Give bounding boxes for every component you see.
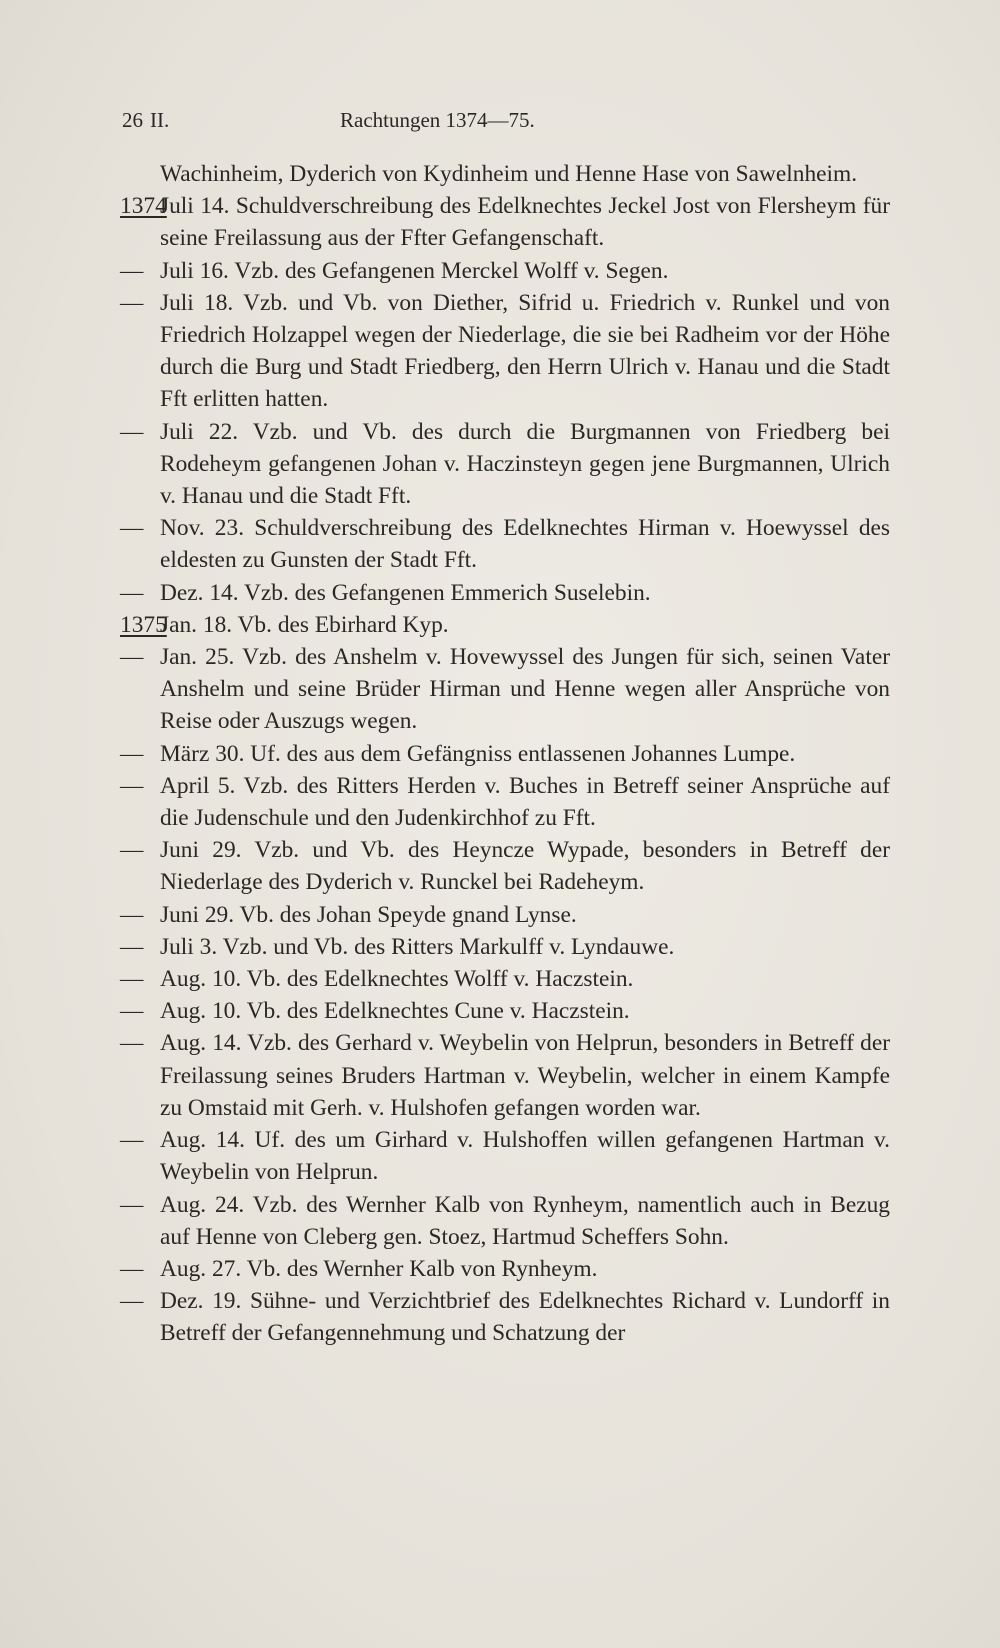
entry-dash: —: [120, 740, 144, 767]
register-entry: [120, 1189, 890, 1253]
entry-text: Juni 29. Vb. des Johan Speyde gnand Lynse.: [160, 901, 577, 928]
entry-text: Aug. 10. Vb. des Edelknechtes Wolff v. Haczstein.: [160, 966, 634, 993]
entry-dash: —: [120, 515, 144, 542]
entry-text: April 5. Vzb. des Ritters Herden v. Buches in Betreff seiner Ansprüche auf die Judenschule und den Judenkirchhof zu Fft.: [160, 772, 890, 832]
entry-text: Juli 22. Vzb. und Vb. des durch die Burgmannen von Friedberg bei Rodeheym gefangenen Johan v. Haczinsteyn gegen jene Burgmannen, Ulrich v. Hanau und die Stadt Fft.: [160, 418, 890, 510]
entry-dash: —: [120, 1288, 144, 1315]
register-entry: [120, 577, 890, 609]
entry-dash: —: [120, 966, 144, 993]
register-entry: [120, 416, 890, 513]
entry-text: März 30. Uf. des aus dem Gefängniss entlassenen Johannes Lumpe.: [160, 740, 796, 767]
page-header: [122, 108, 642, 133]
page-number: 26: [122, 108, 143, 132]
entry-dash: —: [120, 1030, 144, 1057]
entry-dash: —: [120, 901, 144, 928]
entry-dash: —: [120, 579, 144, 606]
entry-text: Juli 14. Schuldverschreibung des Edelknechtes Jeckel Jost von Flersheym für seine Freilassung aus der Ffter Gefangenschaft.: [160, 193, 890, 252]
register-entry: [120, 1285, 890, 1349]
entry-text: Jan. 25. Vzb. des Anshelm v. Hovewyssel des Jungen für sich, seinen Vater Anshelm und seine Brüder Hirman und Henne wegen aller Ansprüche von Reise oder Auszugs wegen.: [160, 644, 890, 735]
running-title: Rachtungen 1374—75.: [340, 108, 535, 132]
entry-dash: —: [120, 1191, 144, 1218]
entry-text: Aug. 14. Uf. des um Girhard v. Hulshoffen willen gefangenen Hartman v. Weybelin von Helprun.: [160, 1127, 890, 1186]
entry-year: 1374: [120, 193, 167, 220]
entry-dash: —: [120, 837, 144, 864]
entry-text: Dez. 14. Vzb. des Gefangenen Emmerich Suselebin.: [160, 579, 651, 606]
register-entry: [120, 287, 890, 416]
register-entry: [120, 834, 890, 898]
entry-dash: —: [120, 1255, 144, 1282]
register-entry: [120, 738, 890, 770]
register-entry: [120, 1253, 890, 1285]
register-entry: [120, 899, 890, 931]
entry-text: Juli 18. Vzb. und Vb. von Diether, Sifrid u. Friedrich v. Runkel und von Friedrich Holzappel wegen der Niederlage, die sie bei Radheim vor der Höhe durch die Burg und Stadt Friedberg, den Herrn Ulrich v. Hanau und die Stadt Fft erlitten hatten.: [160, 289, 890, 413]
register-entry: [120, 190, 890, 254]
register-entry: [120, 931, 890, 963]
entry-text: Aug. 10. Vb. des Edelknechtes Cune v. Haczstein.: [160, 998, 630, 1025]
register-entry: [120, 641, 890, 738]
entry-text: Juni 29. Vzb. und Vb. des Heyncze Wypade, besonders in Betreff der Niederlage des Dyderich v. Runckel bei Radeheym.: [160, 837, 890, 896]
register-entry: [120, 255, 890, 287]
register-entry: [120, 158, 890, 190]
register-entry: [120, 995, 890, 1027]
entry-dash: —: [120, 1127, 144, 1154]
entry-text: Aug. 14. Vzb. des Gerhard v. Weybelin von Helprun, besonders in Betreff der Freilassung seines Bruders Hartman v. Weybelin, welcher in einem Kampfe zu Omstaid mit Gerh. v. Hulshofen gefangen worden war.: [160, 1030, 890, 1121]
register-entry: [120, 963, 890, 995]
entry-text: Juli 3. Vzb. und Vb. des Ritters Markulff v. Lyndauwe.: [160, 933, 675, 960]
entry-text: Aug. 24. Vzb. des Wernher Kalb von Rynheym, namentlich auch in Bezug auf Henne von Cleberg gen. Stoez, Hartmud Scheffers Sohn.: [160, 1191, 890, 1250]
entry-text: Jan. 18. Vb. des Ebirhard Kyp.: [160, 611, 449, 638]
entry-dash: —: [120, 772, 144, 799]
entry-dash: —: [120, 418, 144, 445]
entry-text: Aug. 27. Vb. des Wernher Kalb von Rynheym.: [160, 1255, 598, 1282]
entry-text: Nov. 23. Schuldverschreibung des Edelknechtes Hirman v. Hoewyssel des eldesten zu Gunsten der Stadt Fft.: [160, 515, 890, 574]
register-entry: [120, 1124, 890, 1188]
register-entry: [120, 1027, 890, 1124]
entry-text: Wachinheim, Dyderich von Kydinheim und Henne Hase von Sawelnheim.: [160, 161, 858, 187]
register-entry: [120, 770, 890, 834]
entry-year: 1375: [120, 611, 167, 638]
entry-text: Dez. 19. Sühne- und Verzichtbrief des Edelknechtes Richard v. Lundorff in Betreff der Gefangennehmung und Schatzung der: [160, 1288, 890, 1347]
document-body: [120, 158, 890, 1350]
section-number: II.: [150, 108, 170, 132]
entry-dash: —: [120, 289, 144, 316]
entry-dash: —: [120, 257, 144, 284]
entry-text: Juli 16. Vzb. des Gefangenen Merckel Wolff v. Segen.: [160, 257, 669, 284]
entry-dash: —: [120, 644, 144, 671]
register-entry: [120, 512, 890, 576]
register-entry: [120, 609, 890, 641]
entry-dash: —: [120, 933, 144, 960]
entry-dash: —: [120, 998, 144, 1025]
